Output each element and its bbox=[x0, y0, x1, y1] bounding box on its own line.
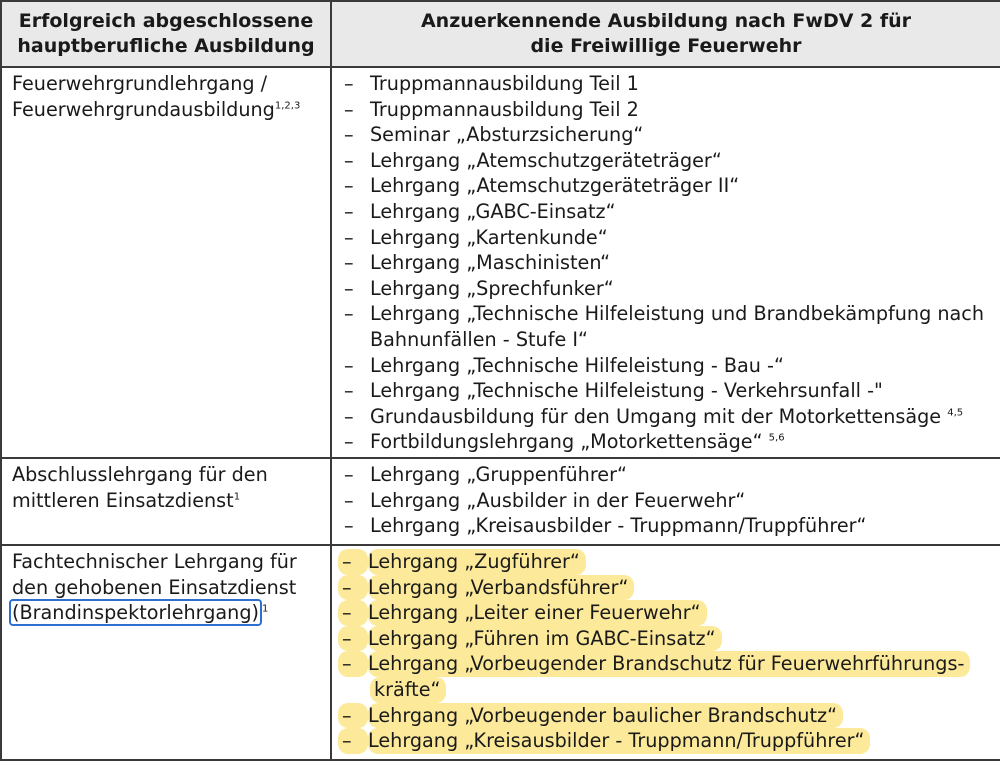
completed-training-cell: Abschlusslehrgang für den mittleren Einsatzdienst$^1$ bbox=[1, 458, 331, 545]
list-item: – Seminar „Absturzsicherung“ bbox=[344, 123, 644, 147]
list-item-continuation: Bahnunfällen - Stufe I“ bbox=[370, 327, 588, 351]
list-item: – Lehrgang „Ausbilder in der Feuerwehr“ bbox=[344, 488, 746, 512]
list-item: – Truppmannausbildung Teil 1 bbox=[344, 72, 639, 95]
list-item: – Lehrgang „Technische Hilfeleistung - Bau -“ bbox=[344, 353, 784, 377]
list-item: – Lehrgang „Technische Hilfeleistung - Verkehrsunfall -" bbox=[344, 379, 883, 403]
recognized-training-cell bbox=[331, 67, 1000, 458]
selected-text-box[interactable]: (Brandinspektorlehrgang) bbox=[9, 599, 262, 626]
recognized-training-cell bbox=[331, 545, 1000, 760]
list-item: – Lehrgang „Atemschutzgeräteträger“ bbox=[344, 148, 722, 172]
highlighted-list-item-continuation: kräfte“ bbox=[338, 677, 994, 703]
recognized-training-cell bbox=[331, 458, 1000, 545]
list-item: – Grundausbildung für den Umgang mit der Motorkettensäge $^{4,5}$ bbox=[344, 404, 964, 428]
table-row bbox=[1, 545, 1000, 760]
list-item: – Fortbildungslehrgang „Motorkettensäge“ $^{5,6}$ bbox=[344, 430, 785, 454]
list-item: – Lehrgang „Kreisausbilder - Truppmann/Truppführer“ bbox=[344, 514, 867, 538]
highlighted-list-item: – Lehrgang „Leiter einer Feuerwehr“ bbox=[338, 600, 994, 626]
list-item: – Lehrgang „Sprechfunker“ bbox=[344, 276, 614, 300]
highlighted-list-item: – Lehrgang „Vorbeugender baulicher Brandschutz“ bbox=[338, 703, 994, 729]
list-item: – Lehrgang „Kartenkunde“ bbox=[344, 225, 608, 249]
list-item: – Lehrgang „Technische Hilfeleistung und Brandbekämpfung nach bbox=[344, 302, 984, 326]
highlighted-list-item: – Lehrgang „Vorbeugender Brandschutz für Feuerwehrführungs- bbox=[338, 651, 994, 677]
list-item: – Lehrgang „GABC-Einsatz“ bbox=[344, 199, 616, 223]
header-completed-training: Erfolgreich abgeschlossene hauptberufliche Ausbildung bbox=[1, 1, 331, 67]
list-item: – Lehrgang „Maschinisten“ bbox=[344, 251, 611, 275]
highlighted-list-item: – Lehrgang „Verbandsführer“ bbox=[338, 575, 994, 601]
list-item: – Lehrgang „Gruppenführer“ bbox=[344, 463, 627, 486]
list-item: – Truppmannausbildung Teil 2 bbox=[344, 97, 639, 121]
table-row bbox=[1, 67, 1000, 458]
highlighted-list-item: – Lehrgang „Zugführer“ bbox=[338, 549, 994, 575]
completed-training-cell: Fachtechnischer Lehrgang für den gehobenen Einsatzdienst (Brandinspektorlehrgang) $^1$ bbox=[1, 545, 331, 760]
header-recognized-training: Anzuerkennende Ausbildung nach FwDV 2 für die Freiwillige Feuerwehr bbox=[331, 1, 1000, 67]
table-row bbox=[1, 458, 1000, 545]
completed-training-cell: Feuerwehrgrundlehrgang / Feuerwehrgrundausbildung$^{1,2,3}$ bbox=[1, 67, 331, 458]
highlighted-list-item: – Lehrgang „Führen im GABC-Einsatz“ bbox=[338, 626, 994, 652]
highlighted-list-item: – Lehrgang „Kreisausbilder - Truppmann/Truppführer“ bbox=[338, 728, 994, 754]
list-item: – Lehrgang „Atemschutzgeräteträger II“ bbox=[344, 174, 740, 198]
header-row bbox=[1, 1, 1000, 67]
